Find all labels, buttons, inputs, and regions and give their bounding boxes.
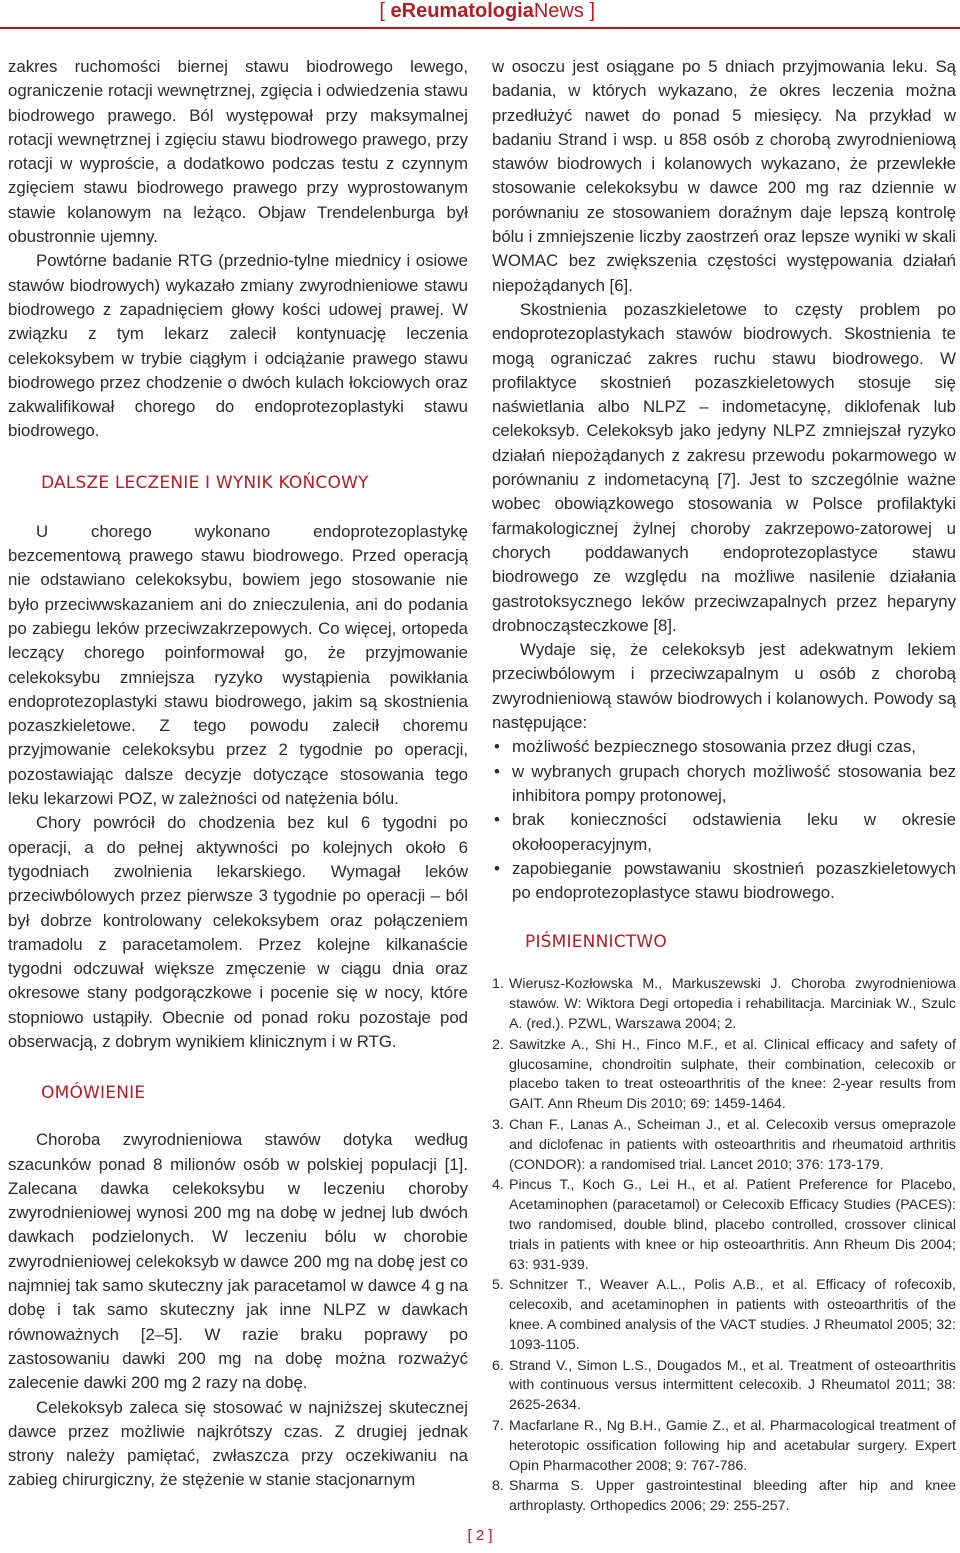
reference-item	[492, 1417, 956, 1476]
brand-bracket-close: ]	[589, 0, 595, 22]
brand-name-part2: News	[533, 0, 584, 22]
reference-text: Pincus T., Koch G., Lei H., et al. Patient Preference for Placebo, Acetaminophen (paracetamol) or Celecoxib Efficacy Studies (PACES): two randomised, double blind, placebo controlled, crossover clinical trials in patients with knee or hip osteoarthritis. Ann Rheum Dis 2004; 63: 931-939.	[509, 1177, 956, 1273]
brand-name-part1: eReumatologia	[390, 0, 534, 22]
right-paragraph-2: Skostnienia pozaszkieletowe to częsty problem po endoprotezoplastykach stawów biodrowych. Skostnienia te mogą ograniczać zakres ruchu stawu biodrowego. W profilaktyce skostnień pozaszkieletowych stosuje się naświetlania albo NLPZ – indometacynę, diklofenak lub celekoksyb. Celekoksyb jako jedyny NLPZ zmniejszał ryzyko działań niepożądanych z zakresu przewodu pokarmowego w porównaniu z indometacyną [7]. Jest to szczególnie ważne wobec obowiązkowego stosowania w Polsce profilaktyki farmakologicznej żylnej choroby zakrzepowo-zatorowej u chorych poddawanych endoprotezoplastyce stawu biodrowego ze względu na możliwe nasilenie działania gastrotoksycznego leków przeciwzapalnych przez heparyny drobnocząsteczkowe [8].	[492, 299, 956, 635]
left-paragraph-3: U chorego wykonano endoprotezoplastykę bezcementową prawego stawu biodrowego. Przed operacją nie odstawiano celekoksybu, bowiem jego stosowanie nie było przeciwwskazaniem ani do znieczulenia, ani do podania po zabiegu leków przeciwzakrzepowych. Co więcej, ortopeda leczący chorego poinformował go, że przyjmowanie celekoksybu zmniejsza ryzyko wystąpienia powikłania endoprotezoplastyki stawu biodrowego, jakim są skostnienia pozaszkieletowe. Z tego powodu zalecił choremu przyjmowanie celekoksybu przez 2 tygodnie po operacji, pozostawiając dalsze decyzje dotyczące stosowania tego leku lekarzowi POZ, w zależności od natężenia bólu.	[8, 521, 468, 809]
section-heading-discussion: OMÓWIENIE	[41, 1083, 146, 1104]
list-item-text: w wybranych grupach chorych możliwość stosowania bez inhibitora pompy protonowej,	[512, 761, 956, 805]
reference-item	[492, 1276, 956, 1355]
list-item	[492, 808, 956, 857]
list-item-text: brak konieczności odstawienia leku w okresie okołooperacyjnym,	[512, 810, 956, 854]
reference-text: Strand V., Simon L.S., Dougados M., et al. Treatment of osteoarthritis with continuous versus intermittent celecoxib. J Rheumatol 2011; 38: 2625-2634.	[509, 1357, 956, 1414]
bullet-icon: •	[494, 737, 500, 757]
reference-number: 6.	[492, 1357, 504, 1374]
bullet-icon: •	[494, 858, 500, 878]
list-item-text: możliwość bezpiecznego stosowania przez długi czas,	[512, 737, 916, 757]
section-heading-further-treatment: DALSZE LECZENIE I WYNIK KOŃCOWY	[41, 472, 369, 493]
reference-number: 8.	[492, 1478, 504, 1495]
right-column	[492, 55, 956, 1518]
right-paragraph-3: Wydaje się, że celekoksyb jest adekwatnym lekiem przeciwbólowym i przeciwzapalnym u osób z chorobą zwyrodnieniową stawów biodrowych i kolanowych. Powody są następujące:	[492, 640, 956, 733]
reference-number: 4.	[492, 1177, 504, 1194]
left-paragraph-1: zakres ruchomości biernej stawu biodrowego lewego, ograniczenie rotacji wewnętrznej, zgięcia i odwiedzenia stawu biodrowego prawego. Ból występował przy maksymalnej rotacji wewnętrznej i zgięciu stawu biodrowego prawego, przy rotacji w wyproście, a dodatkowo podczas testu z czynnym zgięciem stawu biodrowego prawego przy wyprostowanym stawie kolanowym na leżąco. Objaw Trendelenburga był obustronnie ujemny.	[8, 57, 468, 247]
reference-number: 1.	[492, 976, 504, 993]
reference-text: Schnitzer T., Weaver A.L., Polis A.B., et al. Efficacy of rofecoxib, celecoxib, and acetaminophen in patients with osteoarthritis of the knee. A combined analysis of the VACT studies. J Rheumatol 2005; 32: 1093-1105.	[509, 1277, 956, 1353]
reference-item	[492, 1357, 956, 1416]
reference-number: 5.	[492, 1277, 504, 1294]
reference-number: 7.	[492, 1417, 504, 1434]
reasons-list	[492, 735, 956, 905]
journal-brand	[379, 0, 595, 23]
reference-item	[492, 1176, 956, 1275]
reference-item	[492, 1477, 956, 1517]
list-item	[492, 735, 956, 759]
reference-item	[492, 1036, 956, 1115]
reference-number: 2.	[492, 1036, 504, 1053]
list-item	[492, 760, 956, 809]
reference-text: Sharma S. Upper gastrointestinal bleeding after hip and knee arthroplasty. Orthopedics 2006; 29: 255-257.	[509, 1478, 956, 1515]
bullet-icon: •	[494, 761, 500, 781]
page-number: [ 2 ]	[467, 1527, 493, 1544]
reference-text: Chan F., Lanas A., Scheiman J., et al. Celecoxib versus omeprazole and diclofenac in patients with osteoarthritis and rheumatoid arthritis (CONDOR): a randomised trial. Lancet 2010; 376: 173-179.	[509, 1116, 956, 1173]
reference-item	[492, 1116, 956, 1175]
left-paragraph-5: Choroba zwyrodnieniowa stawów dotyka według szacunków ponad 8 milionów osób w polskiej populacji [1]. Zalecana dawka celekoksybu w leczeniu choroby zwyrodnieniowej wynosi 200 mg na dobę w jednej lub dwóch dawkach podzielonych. W leczeniu bólu w chorobie zwyrodnieniowej celekoksyb w dawce 200 mg na dobę jest co najmniej tak samo skuteczny jak paracetamol w dawce 4 g na dobę i tak samo skuteczny jak inne NLPZ w dawkach równoważnych [2–5]. W razie braku poprawy po zastosowaniu dawki 200 mg na dobę można rozważyć zalecenie dawki 200 mg 2 razy na dobę.	[8, 1130, 468, 1393]
references-list	[492, 975, 956, 1517]
left-paragraph-6: Celekoksyb zaleca się stosować w najniższej skutecznej dawce przez możliwie najkrótszy czas. Z drugiej jednak strony należy pamiętać, zwłaszcza przy oczekiwaniu na zabieg chirurgiczny, że stężenie w stanie stacjonarnym	[8, 1397, 468, 1490]
left-column	[8, 55, 468, 1493]
right-paragraph-1: w osoczu jest osiągane po 5 dniach przyjmowania leku. Są badania, w których wykazano, że okres leczenia można przedłużyć nawet do ponad 5 miesięcy. Na przykład w badaniu Strand i wsp. u 858 osób z chorobą zwyrodnieniową stawów biodrowych i kolanowych wykazano, że przewlekłe stosowanie celekoksybu w dawce 200 mg raz dziennie w porównaniu ze stosowaniem doraźnym daje lepszą kontrolę bólu i zmniejszenie liczby zaostrzeń oraz lepsze wyniki w skali WOMAC bez zwiększenia częstości występowania działań niepożądanych [6].	[492, 57, 956, 295]
reference-text: Wierusz-Kozłowska M., Markuszewski J. Choroba zwyrodnieniowa stawów. W: Wiktora Degi ortopedia i rehabilitacja. Marciniak W., Szulc A. (red.). PZWL, Warszawa 2004; 2.	[509, 976, 956, 1032]
left-paragraph-2: Powtórne badanie RTG (przednio-tylne miednicy i osiowe stawów biodrowych) wykazało zmiany zwyrodnieniowe stawu biodrowego z zapadnięciem głowy kości udowej prawej. W związku z tym lekarz zalecił kontynuację leczenia celekoksybem w trybie ciągłym i odciążanie prawego stawu biodrowego przez chodzenie o dwóch kulach łokciowych oraz zakwalifikował chorego do endoprotezoplastyki stawu biodrowego.	[8, 251, 468, 441]
list-item-text: zapobieganie powstawaniu skostnień pozaszkieletowych po endoprotezoplastyce stawu biodrowego.	[512, 858, 956, 903]
brand-bracket-open: [	[379, 0, 385, 22]
reference-item	[492, 975, 956, 1034]
section-heading-references: PIŚMIENNICTWO	[525, 932, 667, 953]
header-rule	[0, 27, 960, 29]
page-header	[0, 0, 960, 30]
list-item	[492, 857, 956, 906]
reference-text: Macfarlane R., Ng B.H., Gamie Z., et al. Pharmacological treatment of heterotopic ossification following hip and acetabular surgery. Expert Opin Pharmacother 2008; 9: 767-786.	[509, 1417, 956, 1474]
reference-text: Sawitzke A., Shi H., Finco M.F., et al. Clinical efficacy and safety of glucosamine, chondroitin sulphate, their combination, celecoxib or placebo taken to treat osteoarthritis of the knee: 2-year results from GAIT. Ann Rheum Dis 2010; 69: 1459-1464.	[509, 1036, 956, 1113]
bullet-icon: •	[494, 810, 500, 830]
left-paragraph-4: Chory powrócił do chodzenia bez kul 6 tygodni po operacji, a do pełnej aktywności po kolejnych około 6 tygodniach zwolnienia lekarskiego. Wymagał leków przeciwbólowych przez pierwsze 3 tygodnie po operacji – ból był dobrze kontrolowany celekoksybem oraz połączeniem tramadolu z paracetamolem. Przez kolejne kilkanaście tygodni odczuwał większe zmęczenie w ciągu dnia oraz okresowe stany podgorączkowe i pocenie się w nocy, które stopniowo ustąpiły. Obecnie od ponad roku pozostaje pod obserwacją, z dobrym wynikiem klinicznym i w RTG.	[8, 813, 468, 1051]
reference-number: 3.	[492, 1116, 504, 1133]
